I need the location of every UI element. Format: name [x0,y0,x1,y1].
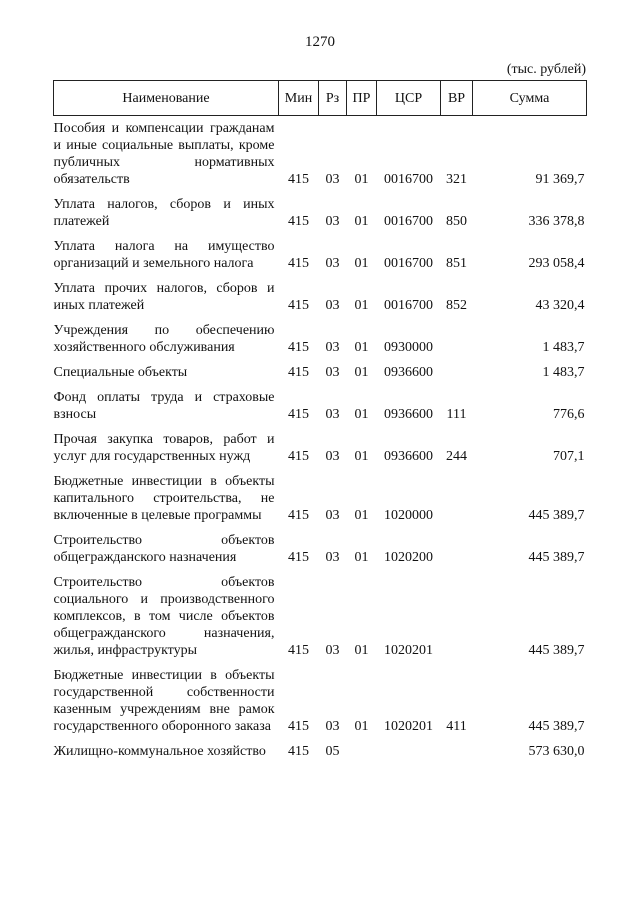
cell-rz: 03 [325,365,340,380]
cell-sum: 573 630,0 [528,744,585,759]
table-row [54,739,587,764]
cell-sum: 91 369,7 [535,172,585,187]
table-row [54,234,587,276]
cell-sum: 1 483,7 [542,365,585,380]
cell-csr: 0016700 [384,172,433,187]
cell-min: 415 [288,508,309,523]
cell-sum: 336 378,8 [528,214,585,229]
cell-csr: 1020201 [384,719,433,734]
table-row [54,469,587,528]
cell-sum: 293 058,4 [528,256,585,271]
cell-min: 415 [288,340,309,355]
header-row [54,81,587,116]
cell-vr: 850 [446,214,467,229]
cell-rz: 03 [325,719,340,734]
cell-vr: 851 [446,256,467,271]
cell-min: 415 [288,172,309,187]
cell-vr [441,528,473,570]
cell-sum: 43 320,4 [535,298,585,313]
table-row [54,192,587,234]
cell-rz: 03 [325,449,340,464]
cell-csr: 0016700 [384,298,433,313]
cell-min: 415 [288,407,309,422]
cell-rz: 03 [325,407,340,422]
cell-name: Жилищно-коммунальное хозяйство [53,744,266,759]
cell-vr: 321 [446,172,467,187]
cell-name: Уплата прочих налогов, сборов и иных платежей [53,281,275,313]
header-name: Наименование [54,81,279,116]
cell-csr: 1020200 [384,550,433,565]
cell-sum: 1 483,7 [542,340,585,355]
cell-name: Фонд оплаты труда и страховые взносы [53,390,275,422]
cell-pr: 01 [354,407,369,422]
table-row [54,116,587,193]
table-row [54,528,587,570]
cell-min: 415 [288,449,309,464]
cell-min: 415 [288,256,309,271]
cell-pr [347,739,377,764]
cell-min: 415 [288,643,309,658]
cell-name: Уплата налога на имущество организаций и земельного налога [53,239,275,271]
cell-csr: 1020000 [384,508,433,523]
table-row [54,427,587,469]
cell-sum: 707,1 [553,449,585,464]
cell-min: 415 [288,365,309,380]
cell-vr: 111 [446,407,467,422]
cell-rz: 03 [325,643,340,658]
header-sum: Сумма [473,81,587,116]
cell-name: Уплата налогов, сборов и иных платежей [53,197,275,229]
cell-pr: 01 [354,550,369,565]
budget-table [53,80,587,764]
page-number: 1270 [305,34,335,50]
cell-csr: 0930000 [384,340,433,355]
header-rz: Рз [319,81,347,116]
cell-sum: 445 389,7 [528,719,585,734]
cell-vr: 852 [446,298,467,313]
cell-csr: 0936600 [384,449,433,464]
table-row [54,318,587,360]
cell-csr: 1020201 [384,643,433,658]
cell-vr [441,318,473,360]
cell-csr: 0936600 [384,365,433,380]
cell-name: Бюджетные инвестиции в объекты капитального строительства, не включенные в целевые программы [53,474,275,523]
cell-vr [441,570,473,663]
cell-rz: 05 [325,744,340,759]
cell-sum: 445 389,7 [528,508,585,523]
header-min: Мин [279,81,319,116]
cell-rz: 03 [325,340,340,355]
table-row [54,570,587,663]
cell-min: 415 [288,298,309,313]
cell-name: Прочая закупка товаров, работ и услуг для государственных нужд [53,432,275,464]
cell-sum: 445 389,7 [528,550,585,565]
table-row [54,360,587,385]
cell-vr: 244 [446,449,467,464]
cell-pr: 01 [354,214,369,229]
cell-min: 415 [288,214,309,229]
cell-rz: 03 [325,508,340,523]
cell-rz: 03 [325,172,340,187]
cell-vr: 411 [446,719,467,734]
table-row [54,276,587,318]
cell-name: Учреждения по обеспечению хозяйственного обслуживания [53,323,275,355]
header-vr: ВР [441,81,473,116]
cell-min: 415 [288,550,309,565]
header-pr: ПР [347,81,377,116]
units-label: (тыс. рублей) [506,62,586,77]
cell-rz: 03 [325,550,340,565]
cell-rz: 03 [325,214,340,229]
cell-pr: 01 [354,643,369,658]
table-row [54,663,587,739]
cell-name: Пособия и компенсации гражданам и иные социальные выплаты, кроме публичных нормативных обязательств [53,121,275,187]
cell-csr: 0016700 [384,256,433,271]
cell-vr [441,469,473,528]
cell-sum: 776,6 [553,407,585,422]
cell-pr: 01 [354,172,369,187]
cell-pr: 01 [354,719,369,734]
header-csr: ЦСР [377,81,441,116]
cell-name: Специальные объекты [53,365,188,380]
cell-rz: 03 [325,298,340,313]
cell-pr: 01 [354,256,369,271]
cell-name: Бюджетные инвестиции в объекты государственной собственности казенным учреждениям вне рамок государственного оборонного заказа [53,668,275,734]
table-row [54,385,587,427]
cell-csr: 0016700 [384,214,433,229]
cell-pr: 01 [354,340,369,355]
cell-pr: 01 [354,298,369,313]
cell-vr [441,739,473,764]
cell-name: Строительство объектов социального и производственного комплексов, в том числе объектов общегражданского назначения, жилья, инфраструктуры [53,575,275,658]
cell-min: 415 [288,744,309,759]
cell-pr: 01 [354,449,369,464]
cell-name: Строительство объектов общегражданского назначения [53,533,275,565]
cell-rz: 03 [325,256,340,271]
cell-pr: 01 [354,365,369,380]
cell-csr [377,739,441,764]
cell-vr [441,360,473,385]
cell-csr: 0936600 [384,407,433,422]
cell-min: 415 [288,719,309,734]
cell-pr: 01 [354,508,369,523]
cell-sum: 445 389,7 [528,643,585,658]
